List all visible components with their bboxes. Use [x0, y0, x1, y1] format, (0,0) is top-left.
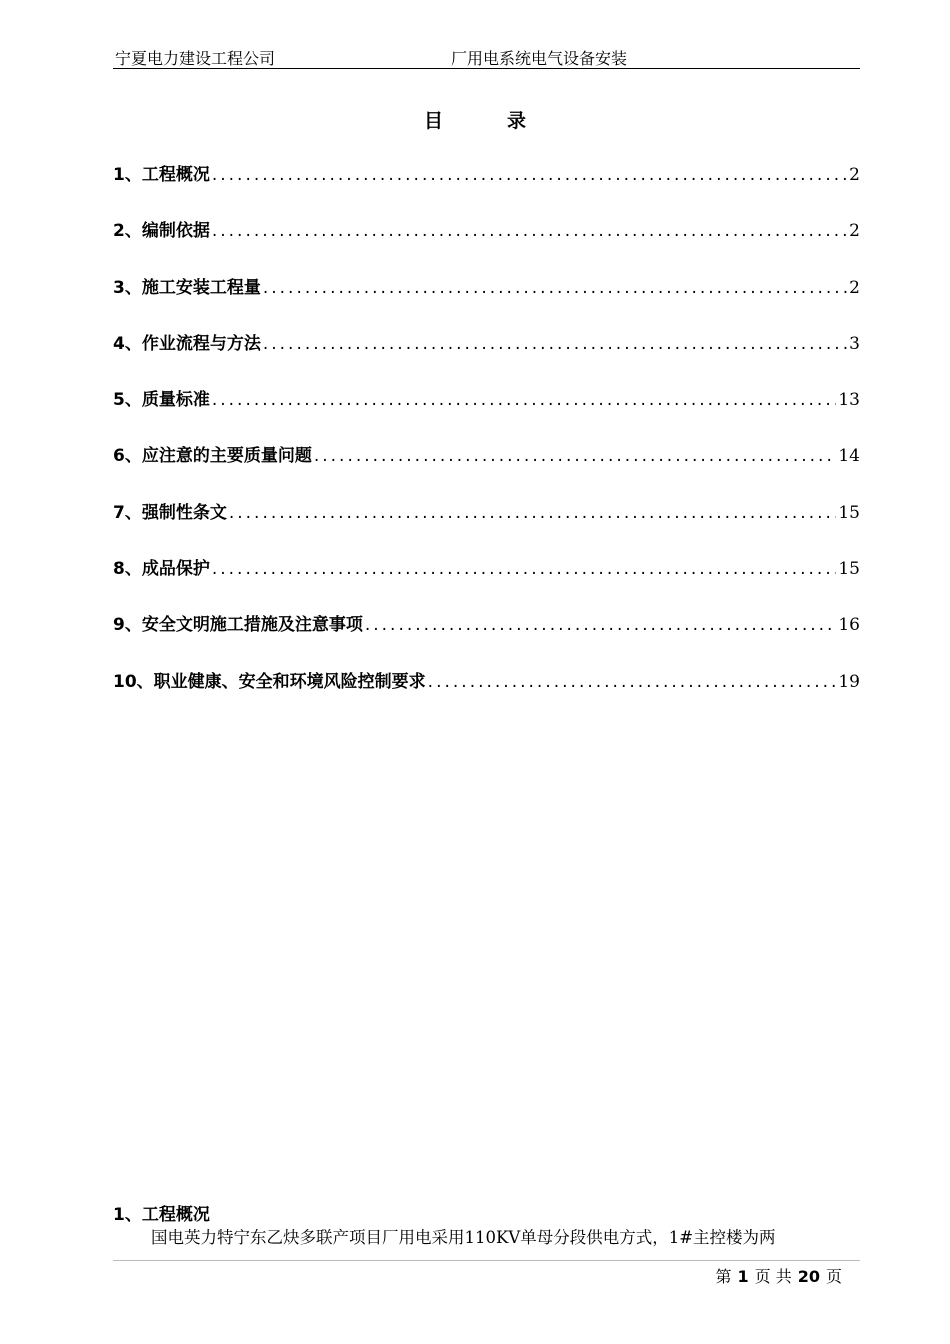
header-project-title: 厂用电系统电气设备安装 [451, 49, 628, 68]
toc-dot-leader [229, 503, 837, 523]
toc-entry-label: 3、施工安装工程量 [113, 277, 261, 298]
toc-entry-page: 13 [838, 390, 860, 411]
toc-entry-label: 10、职业健康、安全和环境风险控制要求 [113, 671, 426, 692]
footer-prefix: 第 [715, 1267, 732, 1286]
header-company: 宁夏电力建设工程公司 [115, 49, 276, 68]
toc-entry[interactable] [113, 160, 860, 216]
toc-entry-label: 8、成品保护 [113, 559, 210, 580]
toc-entry-label: 6、应注意的主要质量问题 [113, 446, 312, 467]
toc-entry-page: 15 [838, 559, 860, 580]
toc-entry[interactable] [113, 385, 860, 441]
toc-entry[interactable] [113, 554, 860, 610]
toc-title-right: 录 [507, 110, 527, 132]
toc-dot-leader [428, 672, 837, 692]
toc-entry[interactable] [113, 273, 860, 329]
footer-divider [113, 1260, 860, 1261]
toc-entry-page: 16 [838, 615, 860, 636]
toc-entry[interactable] [113, 329, 860, 385]
toc-entry-page: 3 [849, 333, 860, 354]
page-header [113, 44, 860, 69]
toc-entry[interactable] [113, 667, 860, 723]
table-of-contents [113, 160, 860, 723]
toc-dot-leader [263, 278, 847, 298]
toc-entry[interactable] [113, 610, 860, 666]
toc-entry-page: 2 [849, 165, 860, 185]
body-paragraph: 国电英力特宁东乙炔多联产项目厂用电采用110KV单母分段供电方式，1#主控楼为两 [151, 1228, 776, 1247]
toc-dot-leader [212, 165, 847, 185]
toc-entry-label: 7、强制性条文 [113, 502, 227, 523]
toc-title [0, 106, 950, 133]
toc-entry[interactable] [113, 216, 860, 272]
toc-entry-label: 9、安全文明施工措施及注意事项 [113, 615, 363, 636]
toc-entry-page: 15 [838, 502, 860, 523]
toc-entry-label: 4、作业流程与方法 [113, 333, 261, 354]
footer-middle: 页 共 [754, 1267, 792, 1286]
toc-entry-label: 5、质量标准 [113, 390, 210, 411]
toc-entry[interactable] [113, 441, 860, 497]
footer-suffix: 页 [825, 1267, 842, 1286]
footer-current-page: 1 [737, 1267, 749, 1286]
toc-entry-label: 1、工程概况 [113, 165, 210, 185]
toc-entry[interactable] [113, 498, 860, 554]
toc-dot-leader [365, 615, 837, 635]
toc-dot-leader [212, 390, 837, 410]
page-footer [715, 1264, 842, 1287]
toc-dot-leader [212, 221, 847, 241]
footer-total-pages: 20 [797, 1267, 820, 1286]
toc-entry-label: 2、编制依据 [113, 221, 210, 242]
toc-entry-page: 2 [849, 221, 860, 242]
toc-title-left: 目 [423, 110, 443, 132]
section-heading: 1、工程概况 [113, 1205, 210, 1225]
toc-dot-leader [263, 334, 847, 354]
toc-dot-leader [314, 446, 837, 466]
toc-entry-page: 19 [838, 671, 860, 692]
toc-entry-page: 14 [838, 446, 860, 467]
toc-dot-leader [212, 559, 837, 579]
toc-entry-page: 2 [849, 277, 860, 298]
